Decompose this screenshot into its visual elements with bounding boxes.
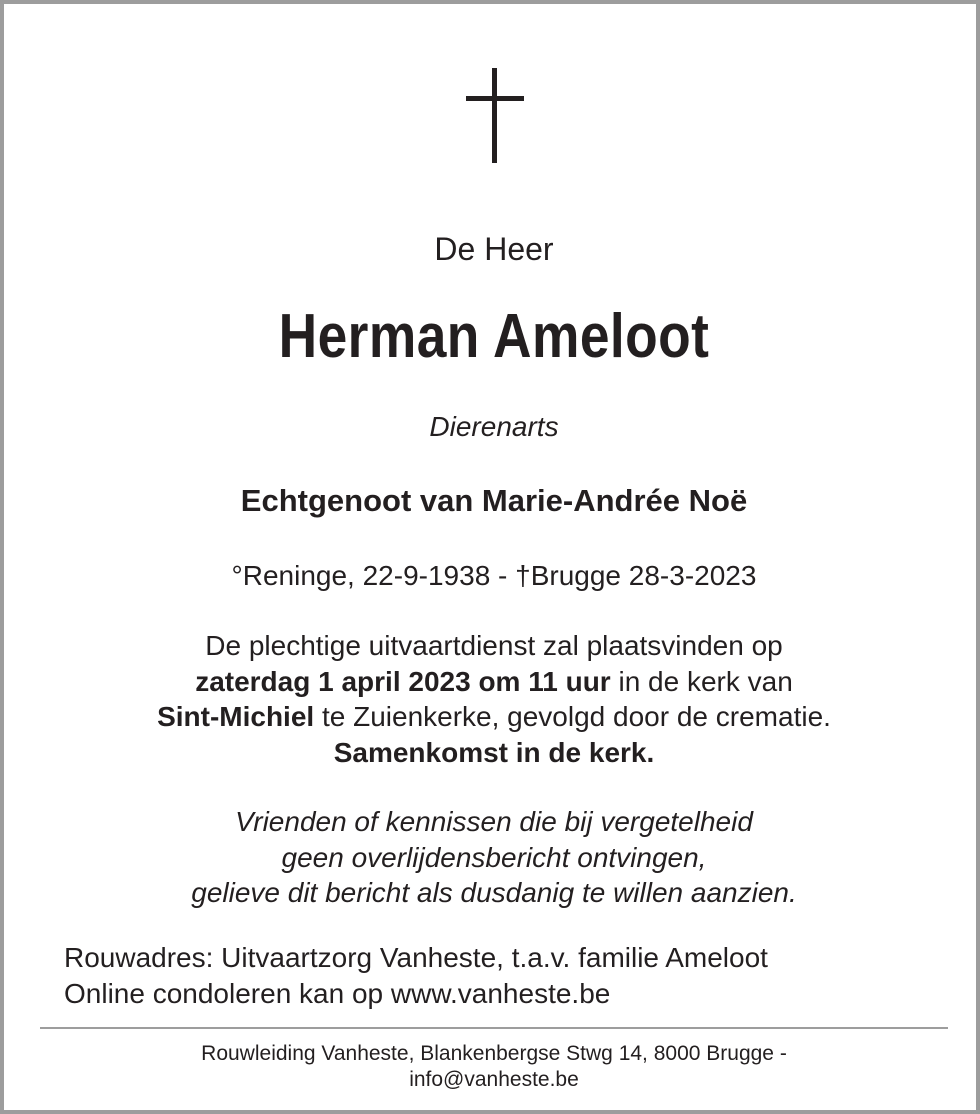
service-date-time: zaterdag 1 april 2023 om 11 uur [195, 665, 611, 697]
spouse-line: Echtgenoot van Marie-Andrée Noë [240, 483, 748, 518]
footer-address: Rouwleiding Vanheste, Blankenbergse Stwg 14, 8000 Brugge - [201, 1042, 787, 1065]
service-line-2-rest: in de kerk van [610, 665, 793, 697]
notice-line-1: Vrienden of kennissen die bij vergetelheid [235, 806, 753, 837]
service-line-4 [4, 735, 980, 771]
birth-death-dates: °Reninge, 22-9-1938 - †Brugge 28-3-2023 [231, 560, 757, 591]
profession: Dierenarts [429, 411, 559, 442]
notice-line-2: geen overlijdensbericht ontvingen, [281, 841, 707, 873]
online-condolences: Online condoleren kan op www.vanheste.be [64, 977, 611, 1009]
service-line-2 [4, 664, 980, 700]
funeral-director-footer [4, 1041, 980, 1093]
divider [40, 1027, 948, 1029]
deceased-name: Herman Ameloot [278, 302, 710, 371]
condolence-address [64, 940, 768, 1011]
service-line-1: De plechtige uitvaartdienst zal plaatsvinden op [205, 630, 783, 661]
mourning-address: Rouwadres: Uitvaartzorg Vanheste, t.a.v. familie Ameloot [64, 942, 768, 973]
latin-cross-icon [466, 68, 524, 163]
salutation: De Heer [434, 231, 554, 267]
gathering-note: Samenkomst in de kerk. [333, 736, 655, 768]
funeral-service-details [4, 628, 980, 770]
footer-email: info@vanheste.be [409, 1068, 579, 1091]
notice-line-3: gelieve dit bericht als dusdanig te willen aanzien. [191, 877, 797, 908]
service-line-3-rest: te Zuienkerke, gevolgd door de crematie. [314, 701, 831, 732]
notice-paragraph [4, 804, 980, 911]
service-line-3 [4, 699, 980, 735]
service-church: Sint-Michiel [157, 701, 315, 732]
